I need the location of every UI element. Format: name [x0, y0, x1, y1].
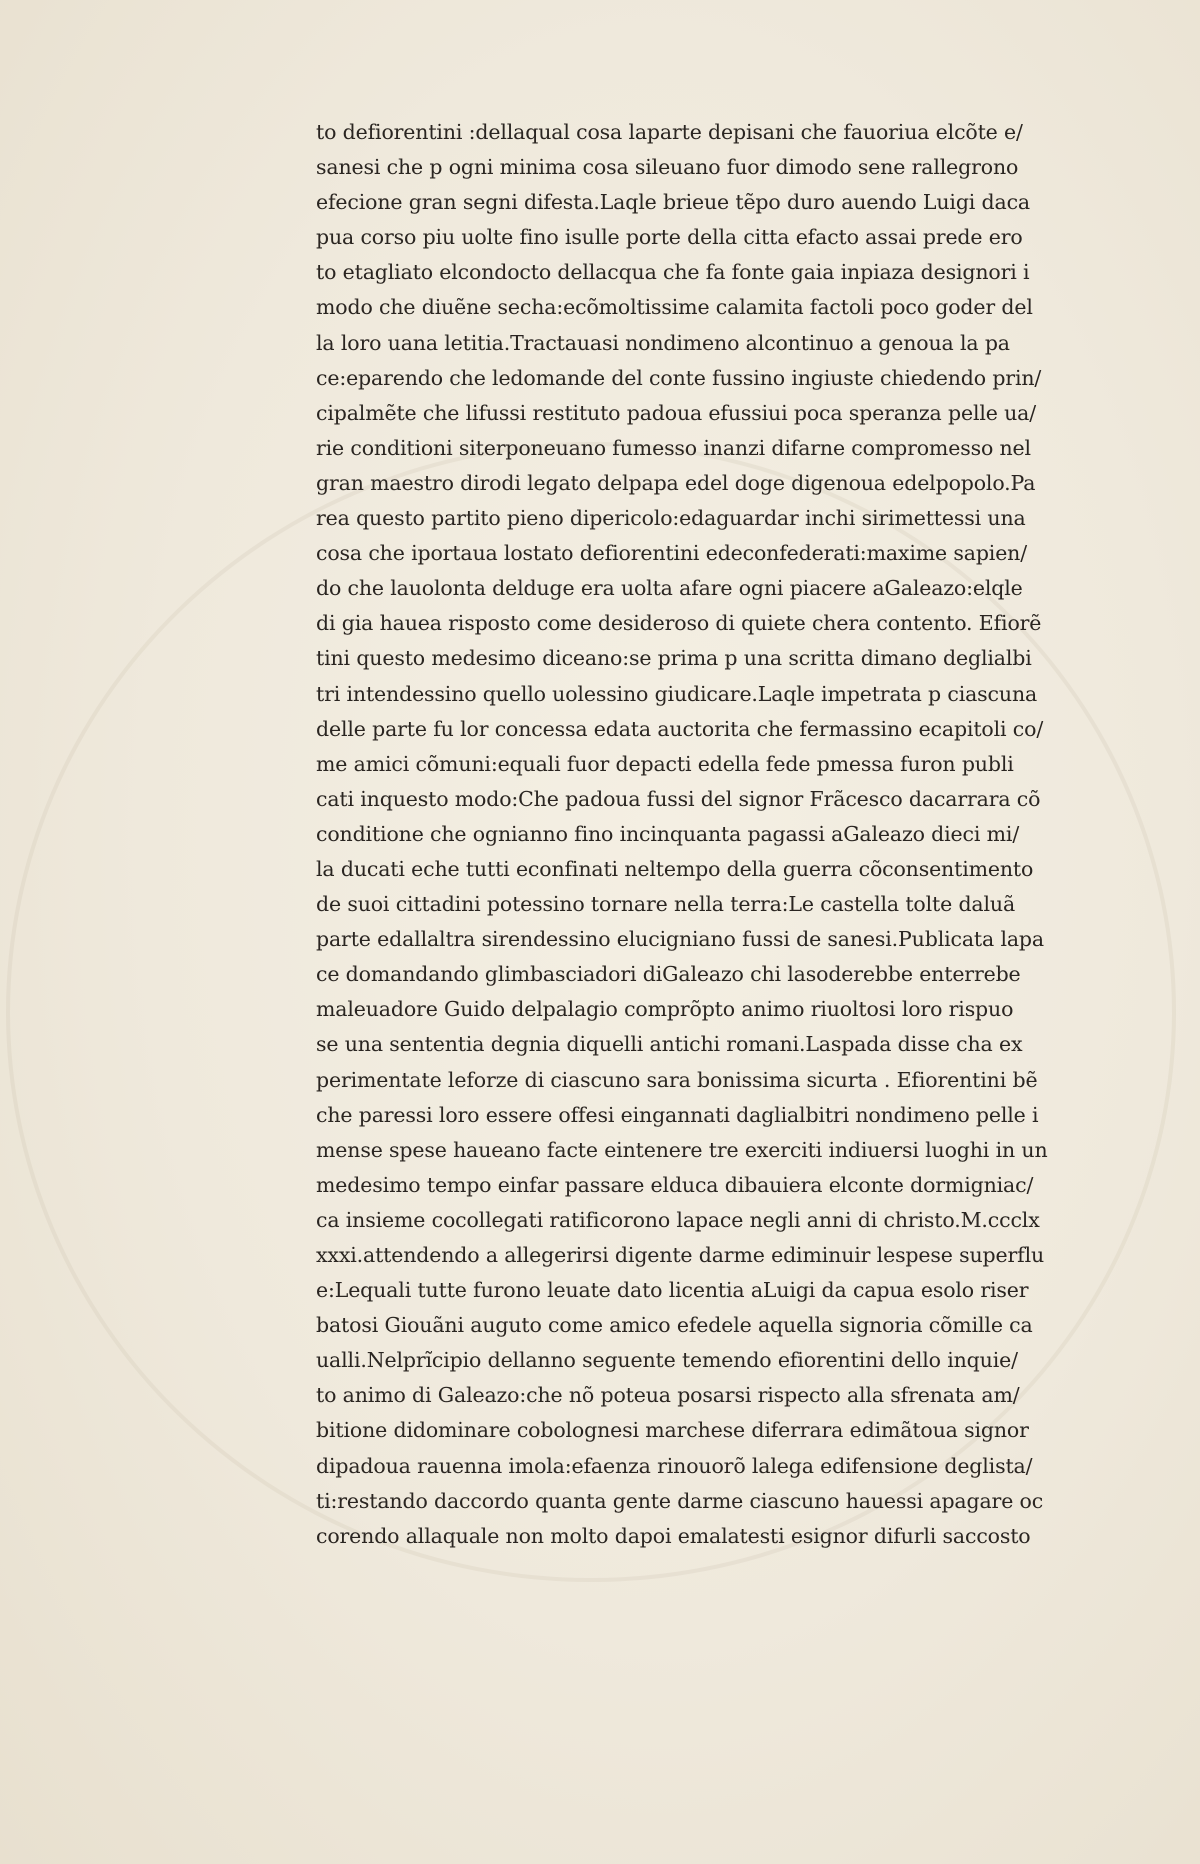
text-line: la loro uana letitia.Tractauasi nondimeno alcontinuo a genoua la pa [316, 330, 1010, 355]
text-line: pua corso piu uolte fino isulle porte della citta efacto assai prede ero [316, 225, 1023, 250]
text-line: parte edallaltra sirendessino elucigniano fussi de sanesi.Publicata lapa [316, 927, 1044, 952]
text-line: do che lauolonta delduge era uolta afare ogni piacere aGaleazo:elqle [316, 576, 1023, 601]
text-line: ti:restando daccordo quanta gente darme ciascuno hauessi apagare oc [316, 1488, 1044, 1513]
text-line: tri intendessino quello uolessino giudicare.Laqle impetrata p ciascuna [316, 681, 1038, 706]
text-line: corendo allaquale non molto dapoi emalatesti esignor difurli saccosto [316, 1523, 1031, 1548]
text-line: me amici cõmuni:equali fuor depacti edella fede pmessa furon publi [316, 751, 1014, 776]
text-line: conditione che ognianno fino incinquanta pagassi aGaleazo dieci mi/ [316, 821, 1020, 846]
text-line: efecione gran segni difesta.Laqle brieue tẽpo duro auendo Luigi daca [316, 190, 1031, 215]
text-column [316, 115, 1106, 1554]
text-line: cosa che iportaua lostato defiorentini edeconfederati:maxime sapien/ [316, 541, 1027, 566]
text-line: modo che diuẽne secha:ecõmoltissime calamita factoli poco goder del [316, 295, 1033, 320]
text-line: to etagliato elcondocto dellacqua che fa fonte gaia inpiaza designori i [316, 260, 1030, 285]
text-line: xxxi.attendendo a allegerirsi digente darme ediminuir lespese superflu [316, 1243, 1045, 1267]
text-line: bitione didominare cobolognesi marchese diferrara edimãtoua signor [316, 1418, 1029, 1443]
text-line: rea questo partito pieno dipericolo:edaguardar inchi sirimettessi una [316, 506, 1026, 531]
text-line: to animo di Galeazo:che nõ poteua posarsi rispecto alla sfrenata am/ [316, 1383, 1020, 1408]
text-line: di gia hauea risposto come desideroso di quiete chera contento. Efiorẽ [316, 611, 1042, 636]
text-line: perimentate leforze di ciascuno sara bonissima sicurta . Efiorentini bẽ [316, 1067, 1038, 1092]
text-line: e:Lequali tutte furono leuate dato licentia aLuigi da capua esolo riser [316, 1278, 1029, 1303]
text-line: maleuadore Guido delpalagio comprõpto animo riuoltosi loro rispuo [316, 997, 1014, 1022]
text-line: cipalmẽte che lifussi restituto padoua efussiui poca speranza pelle ua/ [316, 400, 1036, 425]
text-line: se una sententia degnia diquelli antichi romani.Laspada disse cha ex [316, 1032, 1023, 1057]
text-line: ce:eparendo che ledomande del conte fussino ingiuste chiedendo prin/ [316, 365, 1042, 390]
text-line: de suoi cittadini potessino tornare nella terra:Le castella tolte daluã [316, 892, 1016, 917]
text-line: ce domandando glimbasciadori diGaleazo chi lasoderebbe enterrebe [316, 962, 1021, 987]
text-line: to defiorentini :dellaqual cosa laparte depisani che fauoriua elcõte e/ [316, 120, 1023, 144]
text-line: medesimo tempo einfar passare elduca dibauiera elconte dormigniac/ [316, 1172, 1034, 1197]
text-line: gran maestro dirodi legato delpapa edel doge digenoua edelpopolo.Pa [316, 470, 1036, 495]
text-line: mense spese haueano facte eintenere tre exerciti indiuersi luoghi in un [316, 1137, 1048, 1162]
text-line: la ducati eche tutti econfinati neltempo della guerra cõconsentimento [316, 856, 1034, 881]
text-line: delle parte fu lor concessa edata auctorita che fermassino ecapitoli co/ [316, 716, 1044, 741]
text-line: dipadoua rauenna imola:efaenza rinouorõ lalega edifensione deglista/ [316, 1453, 1033, 1478]
text-line: cati inquesto modo:Che padoua fussi del signor Frãcesco dacarrara cõ [316, 786, 1041, 811]
text-line: tini questo medesimo diceano:se prima p una scritta dimano deglialbi [316, 646, 1032, 671]
text-line: ualli.Nelprĩcipio dellanno seguente temendo efiorentini dello inquie/ [316, 1348, 1018, 1373]
text-line: ca insieme cocollegati ratificorono lapace negli anni di christo.M.ccclx [316, 1207, 1040, 1232]
text-line: sanesi che p ogni minima cosa sileuano fuor dimodo sene rallegrono [316, 155, 1019, 180]
text-line: che paressi loro essere offesi eingannati daglialbitri nondimeno pelle i [316, 1102, 1039, 1127]
text-line: batosi Giouãni auguto come amico efedele aquella signoria cõmille ca [316, 1313, 1033, 1338]
text-line: rie conditioni siterponeuano fumesso inanzi difarne compromesso nel [316, 435, 1031, 460]
